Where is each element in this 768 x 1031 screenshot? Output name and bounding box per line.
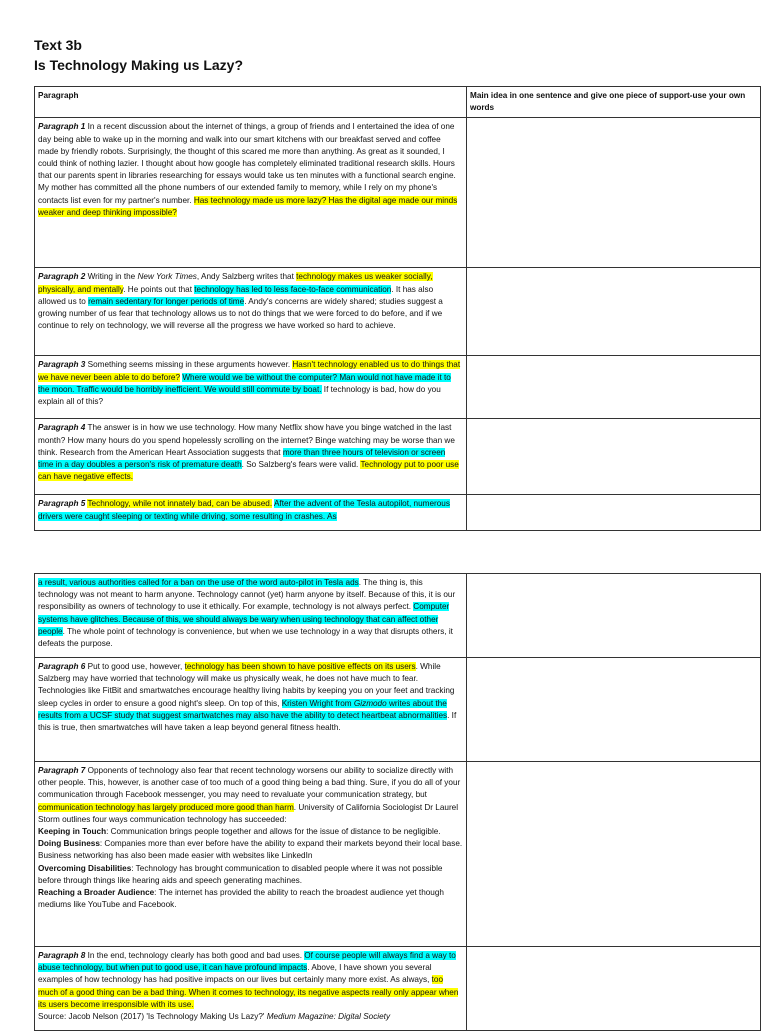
text-segment: Technology put to poor use can have negative effects.: [38, 460, 459, 482]
text-segment: Writing in the: [85, 272, 138, 282]
text-segment: Paragraph 6: [38, 662, 86, 671]
text-segment: Put to good use, however,: [85, 662, 185, 671]
text-segment: Paragraph 7: [38, 766, 86, 775]
text-segment: remain sedentary for longer periods of time: [88, 296, 245, 306]
paragraph-row: [35, 268, 761, 356]
paragraph-text-cell: [35, 658, 467, 762]
text-segment: In a recent discussion about the internet of things, a group of friends and I entertained the idea of one day being able to wake up in the morning and walk into our smart kitchens with our breakfast served and coffee made by friendly robots. Surprisingly, the thought of this scared me more than anything. As great as it sounded, I could think of nothing lazier. I thought about how google has completely eliminated traditional research skills. Hours that our parents spent in libraries researching for essays would take us ten minutes with a functional search engine. My mother has committed all the phone numbers of our extended family to memory, while I rely on my phone's contacts list even for my partner's number.: [38, 122, 456, 205]
text-segment: . University of California Sociologist Dr Laurel Storm outlines four ways communication technology has succeeded:: [38, 802, 459, 824]
paragraph-text-cell: [35, 495, 467, 531]
paragraph-text-cell: [35, 762, 467, 947]
paragraph-text-cell: [35, 419, 467, 495]
paragraph-row: [35, 947, 761, 1031]
text-segment: , Andy Salzberg writes that: [196, 272, 297, 282]
text-segment: . Andy's concerns are widely shared; studies suggest a growing number of us fear that technology allows us to not do things that we were forced to do before, and if we continue to rely on technology, we will reverse all the progress we have worked so hard to achieve.: [38, 296, 443, 331]
document-title: Text 3b: [34, 37, 82, 53]
text-segment: more than three hours of television or screen time in a day doubles a person's risk of premature death: [38, 447, 446, 470]
paragraph-row: [35, 356, 761, 419]
main-idea-answer-cell[interactable]: [467, 762, 761, 947]
text-segment: . The whole point of technology is convenience, but when we use technology in a way that disrupts others, it defeats the purpose.: [38, 626, 453, 649]
text-segment: The answer is in how we use technology. How many Netflix show have you binge watched in the last month? How many hours do you spend hopelessly scrolling on the internet? Binge watching may be worse than we think. Research from the American Heart Association suggests that: [38, 423, 455, 457]
text-segment: technology makes us weaker socially, physically, and mentally: [38, 272, 433, 294]
text-segment: Paragraph 5: [38, 499, 86, 509]
text-segment: Hasn't technology enabled us to do things that we have never been able to do before?: [38, 360, 461, 382]
main-idea-answer-cell[interactable]: [467, 947, 761, 1031]
text-segment: Paragraph 8: [38, 951, 86, 960]
text-segment: Paragraph 2: [38, 272, 86, 282]
paragraph-text-cell: [35, 268, 467, 356]
paragraph-row: [35, 574, 761, 658]
text-segment: Has technology made us more lazy? Has the digital age made our minds weaker and deep thinking impossible?: [38, 195, 458, 217]
text-segment: : Technology has brought communication to disabled people where it was not possible before through things like hearing aids and speech generating machines.: [38, 863, 443, 885]
text-segment: too much of a good thing can be a bad thing. When it comes to technology, its negative aspects really only appear when its users become irresponsible with its use.: [38, 975, 459, 1009]
text-segment: writes about the results from a UCSF study that suggest smartwatches may also have the ability to detect heartbeat abnormalities: [38, 698, 448, 720]
main-idea-answer-cell[interactable]: [467, 574, 761, 658]
text-segment: . The thing is, this technology was not meant to harm anyone. Technology cannot (yet) harm anyone by itself. Because of this, it is our responsibility as owners of technology to use it ethically. For example, technology is not always perfect.: [38, 578, 456, 612]
paragraph-row: [35, 495, 761, 531]
document-subtitle: Is Technology Making us Lazy?: [34, 57, 243, 73]
text-segment: New York Times: [137, 272, 197, 282]
text-segment: Paragraph 3: [38, 360, 86, 370]
text-segment: Medium Magazine: Digital Society: [266, 1012, 391, 1022]
text-segment: Kristen Wright from: [281, 698, 354, 708]
paragraph-table-page1: [34, 86, 761, 531]
paragraph-text-cell: [35, 947, 467, 1031]
paragraph-text-cell: [35, 356, 467, 419]
text-segment: Technology, while not innately bad, can be abused.: [87, 499, 273, 509]
text-segment: : The internet has provided the ability to reach the broadest audience yet though mediums like YouTube and Facebook.: [38, 888, 444, 910]
text-segment: Keeping in Touch: [38, 827, 107, 837]
text-segment: technology has led to less face-to-face communication: [194, 284, 392, 294]
text-segment: : Companies more than ever before have the ability to expand their markets beyond their local base. Business networking has also been made easier with websites like LinkedIn: [38, 839, 463, 861]
text-segment: Overcoming Disabilities: [38, 863, 132, 873]
text-segment: . It has also allowed us to: [38, 284, 434, 306]
text-segment: Where would we be without the computer? Man would not have made it to the moon. Traffic would be horribly inefficient. We would still commute by boat.: [38, 372, 451, 394]
text-segment: Paragraph 1: [38, 122, 86, 132]
text-segment: . While Salzberg may have worried that technology will make us physically weak, he does not have much to fear. Technologies like FitBit and smartwatches encourage healthy living habits by keeping you on your feet and tracking sleep cycles in order to ensure a good night's sleep. On top of this,: [38, 662, 455, 708]
text-segment: Something seems missing in these arguments however.: [85, 360, 293, 370]
text-segment: Doing Business: [38, 839, 100, 849]
text-segment: . So Salzberg's fears were valid.: [241, 460, 361, 470]
text-segment: Opponents of technology also fear that recent technology worsens our ability to socialize directly with other people. This, however, is another case of too much of a good thing being a bad thing. Sure, if you do all of your communication through Facebook messenger, you may need to revaluate your communication strategy, but: [38, 766, 461, 800]
text-segment: a result, various authorities called for a ban on the use of the word auto-pilot in Tesla ads: [38, 578, 359, 587]
main-idea-answer-cell[interactable]: [467, 658, 761, 762]
paragraph-row: [35, 118, 761, 268]
text-segment: Of course people will always find a way to abuse technology, but when put to good use, it can have profound impacts: [38, 951, 456, 973]
text-segment: communication technology has largely produced more good than harm: [38, 802, 294, 812]
text-segment: Computer systems have glitches. Because of this, we should always be wary when using technology that can affect other people: [38, 602, 450, 636]
text-segment: . Above, I have shown you several examples of how technology has had positive impacts on our lives but certainly many more exist. As always,: [38, 963, 432, 985]
text-segment: Source: Jacob Nelson (2017) 'Is Technology Making Us Lazy?': [38, 1012, 267, 1022]
paragraph-row: [35, 762, 761, 947]
paragraph-row: [35, 658, 761, 762]
main-idea-answer-cell[interactable]: [467, 118, 761, 268]
text-segment: In the end, technology clearly has both good and bad uses.: [85, 951, 305, 960]
text-segment: technology has been shown to have positive effects on its users: [184, 662, 416, 671]
text-segment: After the advent of the Tesla autopilot, numerous drivers were caught sleeping or texting while driving, some resulting in crashes. As: [38, 499, 450, 521]
text-segment: Gizmodo: [353, 698, 387, 708]
header-paragraph: Paragraph: [35, 87, 467, 118]
main-idea-answer-cell[interactable]: [467, 419, 761, 495]
text-segment: If technology is bad, how do you explain all of this?: [38, 384, 441, 407]
main-idea-answer-cell[interactable]: [467, 356, 761, 419]
paragraph-text-cell: [35, 574, 467, 658]
paragraph-table-page2: [34, 573, 761, 1031]
text-segment: . If this is true, then smartwatches will have taken a leap beyond general fitness health.: [38, 710, 457, 733]
main-idea-answer-cell[interactable]: [467, 495, 761, 531]
header-main-idea: Main idea in one sentence and give one piece of support-use your own words: [467, 87, 761, 118]
text-segment: . He points out that: [123, 284, 195, 294]
text-segment: : Communication brings people together and allows for the issue of distance to be negligible.: [106, 827, 441, 837]
text-segment: Paragraph 4: [38, 423, 86, 433]
paragraph-text-cell: [35, 118, 467, 268]
main-idea-answer-cell[interactable]: [467, 268, 761, 356]
paragraph-row: [35, 419, 761, 495]
text-segment: Reaching a Broader Audience: [38, 888, 155, 898]
